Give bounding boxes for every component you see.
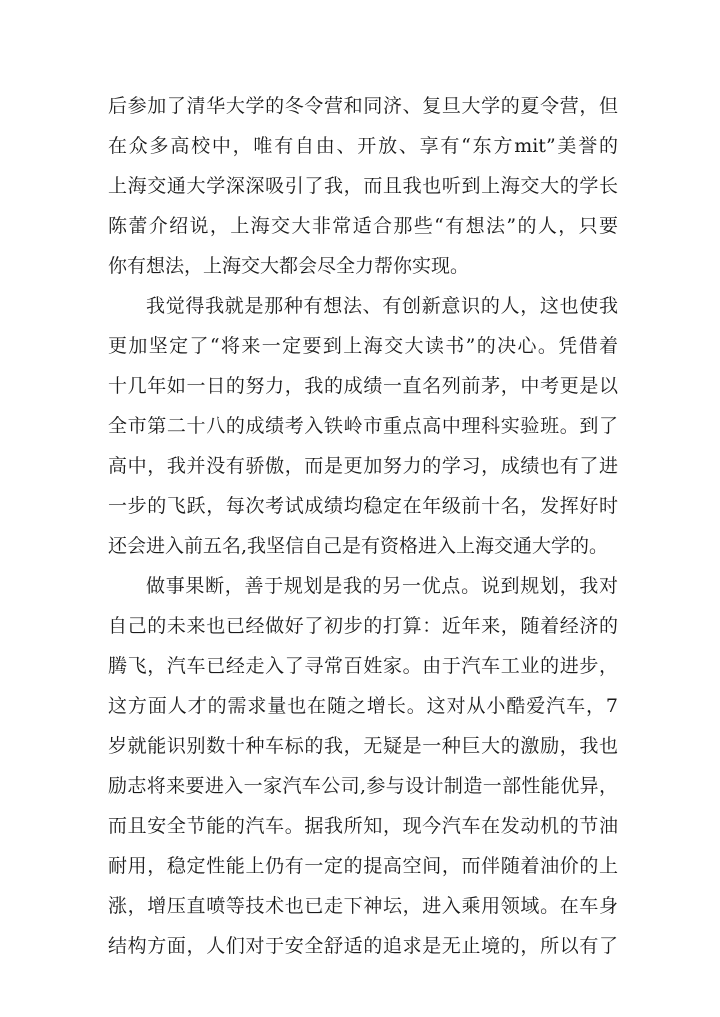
body-text bbox=[108, 86, 618, 966]
text-line: 一步的飞跃，每次考试成绩均稳定在年级前十名，发挥好时 bbox=[108, 495, 618, 517]
text-line: 结构方面，人们对于安全舒适的追求是无止境的，所以有了 bbox=[108, 935, 618, 957]
text-line: 励志将来要进入一家汽车公司,参与设计制造一部性能优异， bbox=[108, 775, 618, 797]
text-line: 陈蕾介绍说，上海交大非常适合那些“有想法”的人，只要 bbox=[108, 215, 618, 237]
text-line: 上海交通大学深深吸引了我，而且我也听到上海交大的学长 bbox=[108, 175, 618, 197]
text-line: 我觉得我就是那种有想法、有创新意识的人，这也使我 bbox=[146, 295, 618, 317]
text-line: 高中，我并没有骄傲，而是更加努力的学习，成绩也有了进 bbox=[108, 455, 618, 477]
text-line: 你有想法，上海交大都会尽全力帮你实现。 bbox=[108, 255, 470, 277]
text-line: 十几年如一日的努力，我的成绩一直名列前茅，中考更是以 bbox=[108, 375, 618, 397]
text-line: 自己的未来也已经做好了初步的打算：近年来，随着经济的 bbox=[108, 615, 618, 637]
text-line: 更加坚定了“将来一定要到上海交大读书”的决心。凭借着 bbox=[108, 335, 618, 357]
text-line: 耐用，稳定性能上仍有一定的提高空间，而伴随着油价的上 bbox=[108, 855, 618, 877]
text-line: 腾飞，汽车已经走入了寻常百姓家。由于汽车工业的进步， bbox=[108, 655, 618, 677]
text-line: 做事果断，善于规划是我的另一优点。说到规划，我对 bbox=[146, 575, 618, 597]
text-line: 涨，增压直喷等技术也已走下神坛，进入乘用领域。在车身 bbox=[108, 895, 618, 917]
text-line: 全市第二十八的成绩考入铁岭市重点高中理科实验班。到了 bbox=[108, 415, 618, 437]
text-line: 岁就能识别数十种车标的我，无疑是一种巨大的激励，我也 bbox=[108, 735, 618, 757]
text-line: 后参加了清华大学的冬令营和同济、复旦大学的夏令营，但 bbox=[108, 95, 618, 117]
text-line: 还会进入前五名,我坚信自己是有资格进入上海交通大学的。 bbox=[108, 535, 609, 557]
text-line: 而且安全节能的汽车。据我所知，现今汽车在发动机的节油 bbox=[108, 815, 618, 837]
text-line: 在众多高校中，唯有自由、开放、享有“东方mit”美誉的 bbox=[108, 135, 618, 157]
text-line: 这方面人才的需求量也在随之增长。这对从小酷爱汽车，7 bbox=[108, 695, 618, 717]
